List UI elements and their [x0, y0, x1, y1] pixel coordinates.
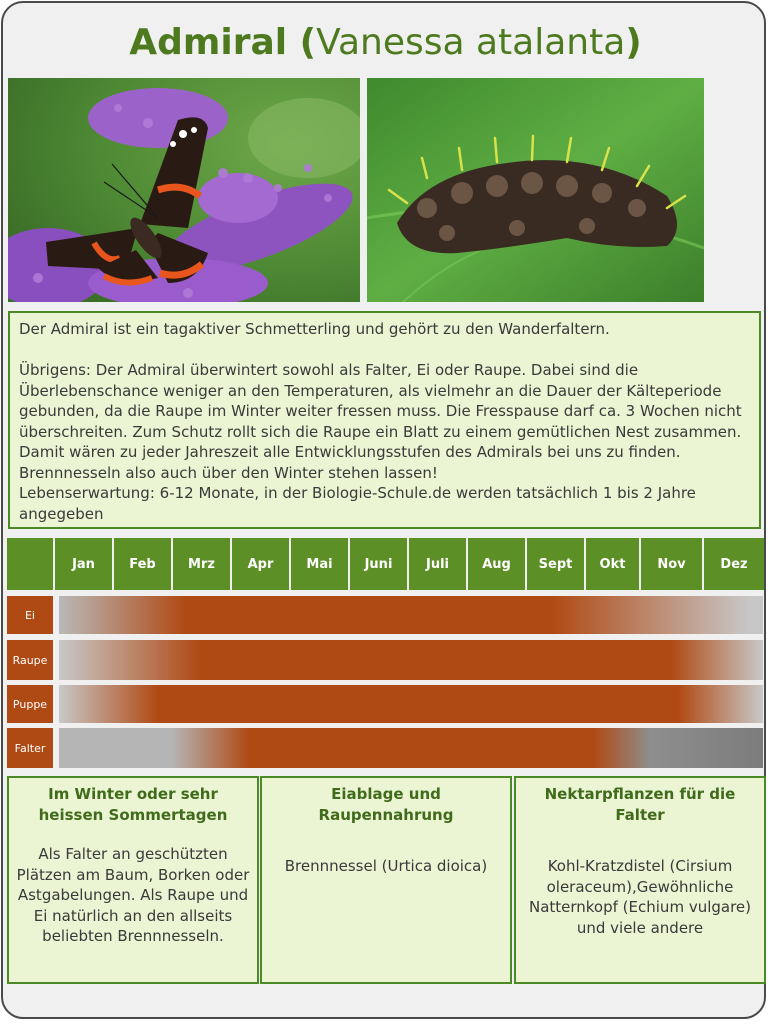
stage-bar-falter — [59, 728, 763, 768]
description-overwintering: Übrigens: Der Admiral überwintert sowohl als Falter, Ei oder Raupe. Dabei sind die Überlebenschance weniger an den Temperaturen, als vielmehr an die Dauer der Kälteperiode gebunden, da die Raupe im Winter weiter fressen muss. Die Fresspause darf ca. 3 Wochen nicht überschreiten. Zum Schutz rollt sich die Raupe ein Blatt zu einem gemütlichen Nest zusammen. Damit wären zu jeder Jahreszeit alle Entwicklungsstufen des Admirals bei uns zu finden. Brennnesseln also auch über den Winter stehen lassen! — [19, 361, 742, 482]
caterpillar-photo — [367, 78, 704, 302]
month-header: Feb — [114, 538, 171, 590]
month-header: Mrz — [173, 538, 230, 590]
page-title — [0, 18, 771, 68]
wintering-box — [7, 776, 259, 984]
stage-label-ei: Ei — [7, 596, 53, 634]
description-intro: Der Admiral ist ein tagaktiver Schmetterling und gehört zu den Wanderfaltern. — [19, 320, 610, 338]
nectar-plants-box — [514, 776, 766, 984]
egg-laying-box — [260, 776, 512, 984]
month-header: Juli — [409, 538, 466, 590]
month-header: Juni — [350, 538, 407, 590]
stage-label-falter: Falter — [7, 728, 53, 768]
title-close-paren: ) — [625, 22, 642, 63]
stage-label-puppe: Puppe — [7, 685, 53, 723]
stage-bar-ei — [59, 596, 763, 634]
month-header: Okt — [586, 538, 639, 590]
wintering-text: Als Falter an geschützten Plätzen am Baum, Borken oder Astgabelungen. Als Raupe und Ei natürlich an den allseits beliebten Brennnesseln. — [16, 845, 250, 945]
egg-laying-text: Brennnessel (Urtica dioica) — [284, 857, 488, 875]
month-header: Nov — [641, 538, 702, 590]
wintering-heading: Im Winter oder sehr heissen Sommertagen — [38, 785, 228, 824]
butterfly-photo — [8, 78, 360, 302]
month-header: Dez — [704, 538, 764, 590]
month-header: Apr — [232, 538, 289, 590]
month-header: Mai — [291, 538, 348, 590]
egg-laying-heading: Eiablage und Raupennahrung — [318, 785, 454, 824]
stage-bar-puppe — [59, 685, 763, 723]
month-header: Sept — [527, 538, 584, 590]
activity-calendar — [7, 538, 764, 770]
description-panel — [8, 311, 761, 529]
stage-bar-raupe — [59, 640, 763, 680]
month-header: Aug — [468, 538, 525, 590]
nectar-plants-heading: Nektarpflanzen für die Falter — [544, 785, 736, 824]
common-name: Admiral ( — [129, 22, 317, 63]
nectar-plants-text: Kohl-Kratzdistel (Cirsium oleraceum),Gewöhnliche Natternkopf (Echium vulgare) und viele andere — [528, 857, 752, 937]
month-header: Jan — [55, 538, 112, 590]
calendar-corner — [7, 538, 53, 590]
scientific-name: Vanessa atalanta — [316, 22, 626, 63]
description-lifespan: Lebenserwartung: 6-12 Monate, in der Biologie-Schule.de werden tatsächlich 1 bis 2 Jahre angegeben — [19, 484, 696, 523]
stage-label-raupe: Raupe — [7, 640, 53, 680]
